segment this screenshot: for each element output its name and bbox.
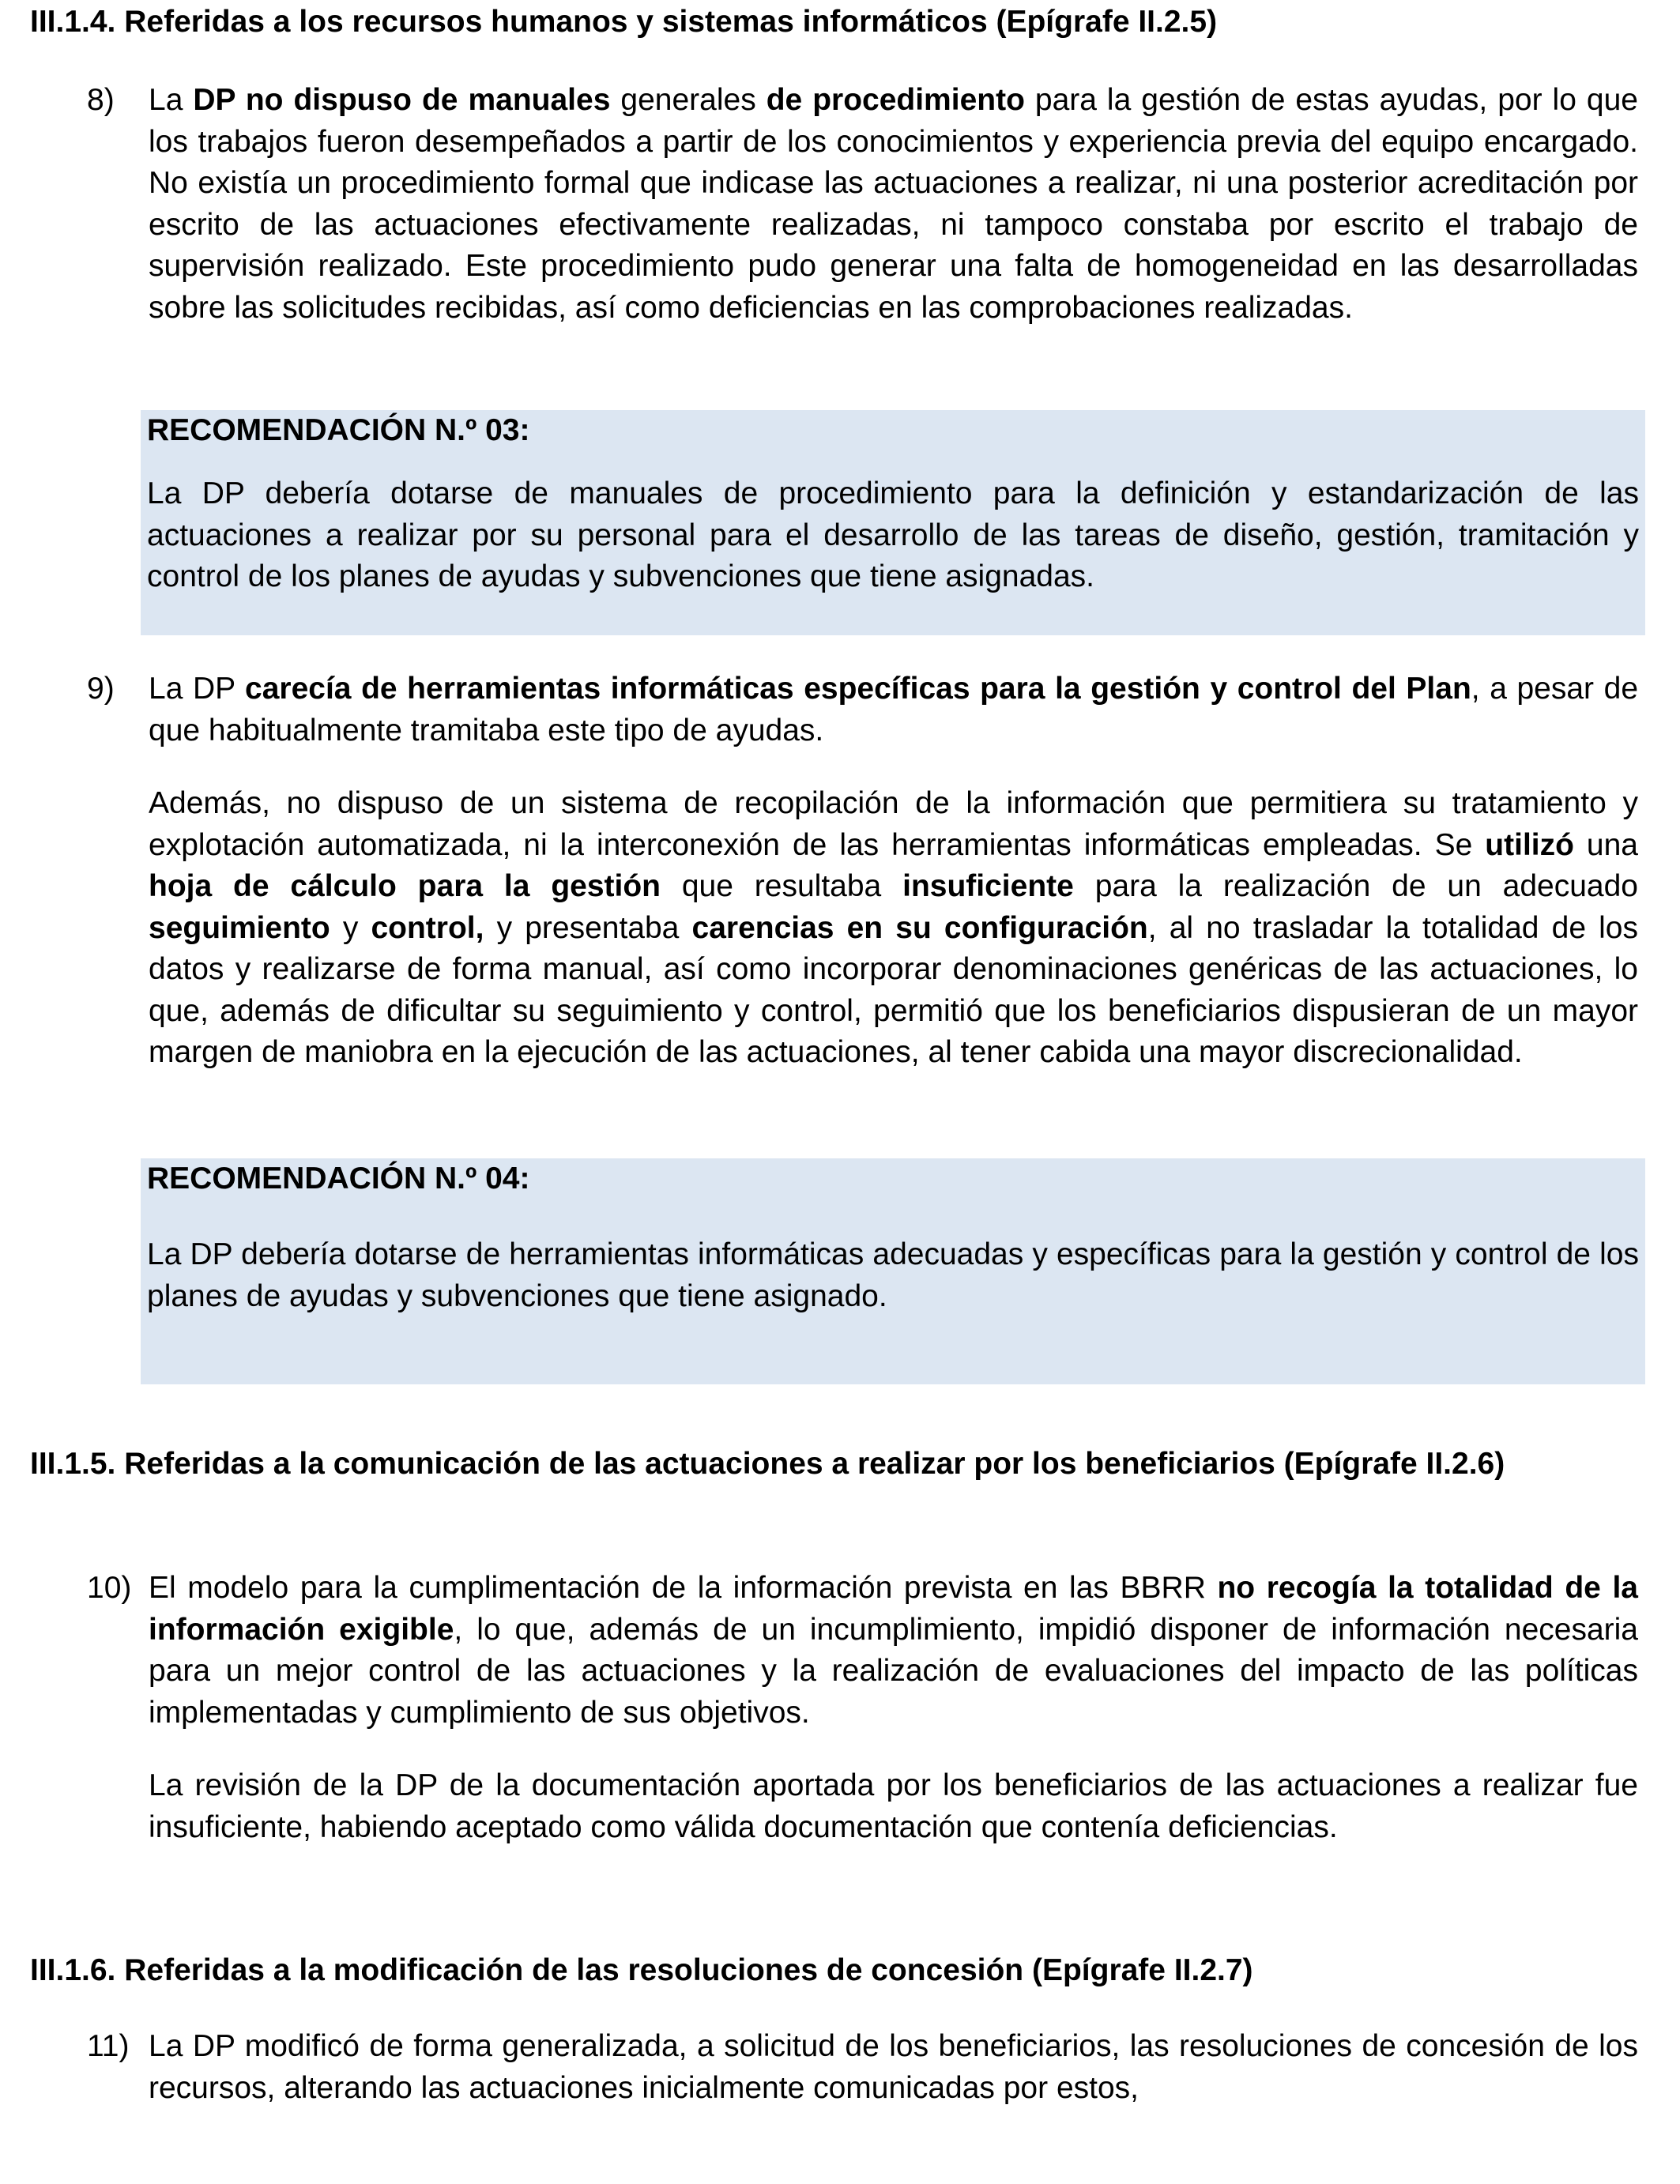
item-number: 9) (87, 672, 115, 706)
item-number: 11) (87, 2029, 130, 2063)
recommendation-title: RECOMENDACIÓN N.º 04: (147, 1162, 530, 1196)
recommendation-box-03 (141, 410, 1645, 635)
recommendation-title: RECOMENDACIÓN N.º 03: (147, 413, 530, 447)
item-number: 10) (87, 1571, 132, 1605)
list-item-11 (87, 2026, 1638, 2109)
list-item-8 (87, 80, 1638, 329)
recommendation-text: La DP debería dotarse de manuales de procedimiento para la definición y estandarización de las actuaciones a realizar por su personal para el desarrollo de las tareas de diseño, gestión, tramitación y control de los planes de ayudas y subvenciones que tiene asignadas. (147, 476, 1639, 593)
item-number: 8) (87, 83, 115, 117)
list-item-10 (87, 1568, 1638, 1848)
item-11-paragraph: La DP modificó de forma generalizada, a solicitud de los beneficiarios, las resoluciones de concesión de los recursos, alterando las actuaciones inicialmente comunicadas por estos, (149, 2029, 1638, 2105)
section-heading-III-1-4: III.1.4. Referidas a los recursos humanos y sistemas informáticos (Epígrafe II.2.5) (30, 5, 1218, 39)
item-9-paragraph-1: La DP carecía de herramientas informáticas específicas para la gestión y control del Plan, a pesar de que habitualmente tramitaba este tipo de ayudas. (149, 672, 1639, 747)
list-item-9 (87, 668, 1638, 1074)
item-9-paragraph-2: Además, no dispuso de un sistema de recopilación de la información que permitiera su tratamiento y explotación automatizada, ni la interconexión de las herramientas informáticas empleadas. Se utilizó una hoja de cálculo para la gestión que resultaba insuficiente para la realización de un adecuado seguimiento y control, y presentaba carencias en su configuración, al no trasladar la totalidad de los datos y realizarse de forma manual, así como incorporar denominaciones genéricas de las actuaciones, lo que, además de dificultar su seguimiento y control, permitió que los beneficiarios dispusieran de un mayor margen de maniobra en la ejecución de las actuaciones, al tener cabida una mayor discrecionalidad. (149, 786, 1638, 1069)
item-8-paragraph: La DP no dispuso de manuales generales de procedimiento para la gestión de estas ayudas, por lo que los trabajos fueron desempeñados a partir de los conocimientos y experiencia previa del equipo encargado. No existía un procedimiento formal que indicase las actuaciones a realizar, ni una posterior acreditación por escrito de las actuaciones efectivamente realizadas, ni tampoco constaba por escrito el trabajo de supervisión realizado. Este procedimiento pudo generar una falta de homogeneidad en las desarrolladas sobre las solicitudes recibidas, así como deficiencias en las comprobaciones realizadas. (149, 83, 1638, 325)
section-heading-III-1-6: III.1.6. Referidas a la modificación de las resoluciones de concesión (Epígrafe II.2.7) (30, 1953, 1253, 1987)
section-heading-III-1-5: III.1.5. Referidas a la comunicación de las actuaciones a realizar por los beneficiarios (Epígrafe II.2.6) (30, 1447, 1505, 1481)
item-10-paragraph-1: El modelo para la cumplimentación de la información prevista en las BBRR no recogía la totalidad de la información exigible, lo que, además de un incumplimiento, impidió disponer de información necesaria para un mejor control de las actuaciones y la realización de evaluaciones del impacto de las políticas implementadas y cumplimiento de sus objetivos. (149, 1571, 1638, 1730)
recommendation-box-04 (141, 1158, 1645, 1384)
item-10-paragraph-2: La revisión de la DP de la documentación aportada por los beneficiarios de las actuaciones a realizar fue insuficiente, habiendo aceptado como válida documentación que contenía deficiencias. (149, 1768, 1638, 1844)
recommendation-text: La DP debería dotarse de herramientas informáticas adecuadas y específicas para la gestión y control de los planes de ayudas y subvenciones que tiene asignado. (147, 1237, 1639, 1313)
